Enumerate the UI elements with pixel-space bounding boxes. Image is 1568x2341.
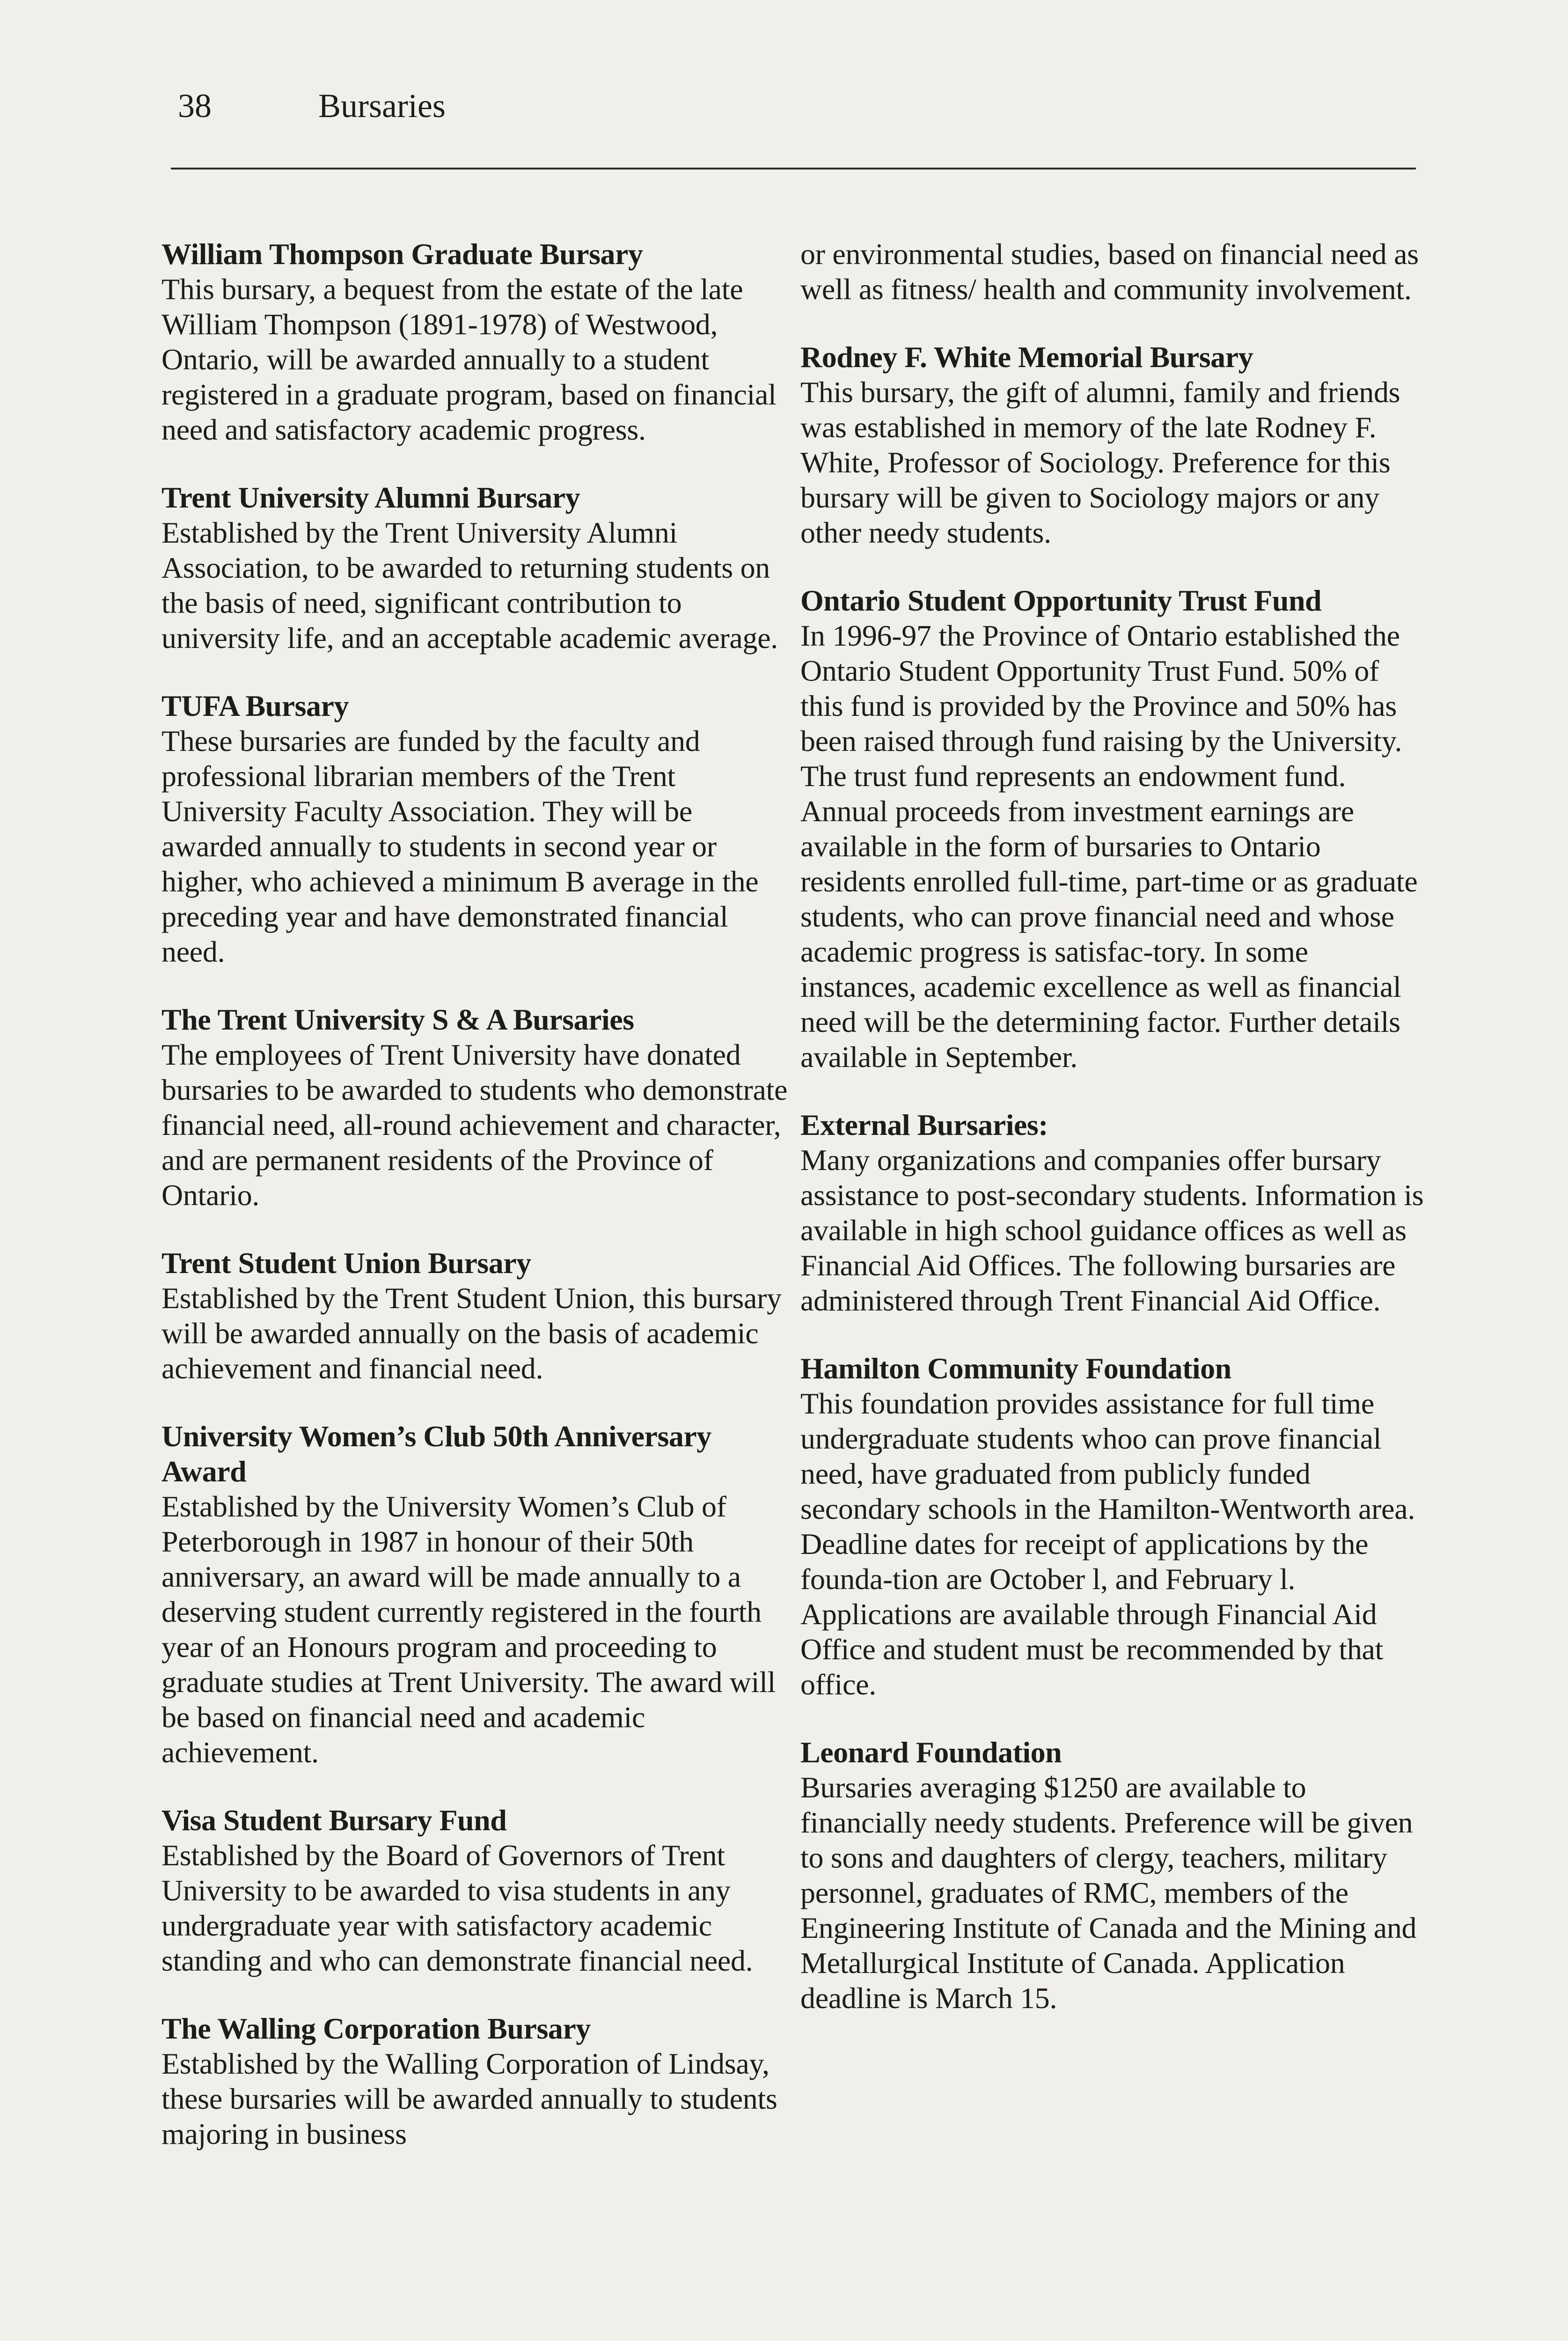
bursary-entry (800, 1351, 1428, 1702)
entry-title: Rodney F. White Memorial Bursary (800, 340, 1253, 374)
entry-body: Established by the Walling Corporation of Lindsay, these bursaries will be awarded annually to students majoring in business (161, 2047, 777, 2150)
entry-body: Established by the University Women’s Club of Peterborough in 1987 in honour of their 50th anniversary, an award will be made annually to a deserving student currently registered in the fourth year of an Honours program and proceeding to graduate studies at Trent University. The award will be based on financial need and academic achievement. (161, 1490, 776, 1769)
entry-body: This foundation provides assistance for full time undergraduate students whoo can prove financial need, have graduated from publicly funded secondary schools in the Hamilton-Wentworth area. Deadline dates for receipt of applications by the founda-tion are October l, and February l. Applications are available through Financial Aid Office and student must be recommended by that office. (800, 1387, 1415, 1701)
bursary-entry (161, 236, 789, 447)
bursary-entry (161, 2011, 789, 2151)
entry-body: This bursary, the gift of alumni, family and friends was established in memory of the late Rodney F. White, Professor of Sociology. Preference for this bursary will be given to Sociology majors or any other needy students. (800, 375, 1400, 549)
entry-title: Ontario Student Opportunity Trust Fund (800, 584, 1322, 617)
section-title: Bursaries (318, 87, 446, 125)
bursary-entry (161, 480, 789, 655)
left-column (161, 236, 789, 2184)
entry-title: Trent Student Union Bursary (161, 1246, 531, 1280)
entry-body: Established by the Trent Student Union, this bursary will be awarded annually on the basis of academic achievement and financial need. (161, 1281, 782, 1385)
entry-body: Established by the Trent University Alumni Association, to be awarded to returning students on the basis of need, significant contribution to university life, and an acceptable academic average. (161, 516, 778, 655)
entry-title: The Trent University S & A Bursaries (161, 1003, 634, 1036)
entry-body: Established by the Board of Governors of Trent University to be awarded to visa students in any undergraduate year with satisfactory academic standing and who can demonstrate financial need. (161, 1839, 753, 1977)
bursary-entry (161, 1245, 789, 1386)
entry-title: University Women’s Club 50th Anniversary Award (161, 1420, 711, 1488)
entry-title: Trent University Alumni Bursary (161, 481, 580, 514)
bursary-entry (800, 1107, 1428, 1318)
bursary-entry (800, 583, 1428, 1075)
running-head (178, 89, 446, 123)
entry-body: Bursaries averaging $1250 are available to financially needy students. Preference will be given to sons and daughters of clergy, teachers, military personnel, graduates of RMC, members of the Engineering Institute of Canada and the Mining and Metallurgical Institute of Canada. Application deadline is March 15. (800, 1771, 1417, 2015)
bursary-entry (161, 1803, 789, 1978)
bursary-entry-continued (800, 236, 1428, 307)
entry-body: In 1996-97 the Province of Ontario established the Ontario Student Opportunity Trust Fund. 50% of this fund is provided by the Province and 50% has been raised through fund raising by the University. The trust fund represents an endowment fund. Annual proceeds from investment earnings are available in the form of bursaries to Ontario residents enrolled full-time, part-time or as graduate students, who can prove financial need and whose academic progress is satisfac-tory. In some instances, academic excellence as well as financial need will be the determining factor. Further details available in September. (800, 619, 1418, 1074)
entry-body: Many organizations and companies offer bursary assistance to post-secondary students. Information is available in high school guidance offices as well as Financial Aid Offices. The following bursaries are administered through Trent Financial Aid Office. (800, 1143, 1424, 1317)
right-column (800, 236, 1428, 2048)
entry-title: The Walling Corporation Bursary (161, 2012, 591, 2045)
entry-title: TUFA Bursary (161, 689, 349, 722)
header-rule (171, 168, 1416, 169)
entry-title: External Bursaries: (800, 1108, 1048, 1141)
page-number: 38 (178, 87, 212, 125)
entry-title: Hamilton Community Foundation (800, 1352, 1231, 1385)
bursary-entry (800, 339, 1428, 550)
entry-title: William Thompson Graduate Bursary (161, 237, 643, 271)
entry-title: Visa Student Bursary Fund (161, 1804, 507, 1837)
entry-body: The employees of Trent University have donated bursaries to be awarded to students who demonstrate financial need, all-round achievement and character, and are permanent residents of the Province of Ontario. (161, 1038, 788, 1212)
bursary-entry (161, 688, 789, 969)
bursary-entry (161, 1002, 789, 1213)
entry-title: Leonard Foundation (800, 1736, 1062, 1769)
entry-body: These bursaries are funded by the faculty and professional librarian members of the Trent University Faculty Association. They will be awarded annually to students in second year or higher, who achieved a minimum B average in the preceding year and have demonstrated financial need. (161, 724, 759, 968)
bursary-entry (161, 1419, 789, 1770)
entry-body: or environmental studies, based on financial need as well as fitness/ health and community involvement. (800, 237, 1419, 306)
bursary-entry (800, 1735, 1428, 2016)
entry-body: This bursary, a bequest from the estate of the late William Thompson (1891-1978) of Westwood, Ontario, will be awarded annually to a student registered in a graduate program, based on financial need and satisfactory academic progress. (161, 272, 777, 446)
